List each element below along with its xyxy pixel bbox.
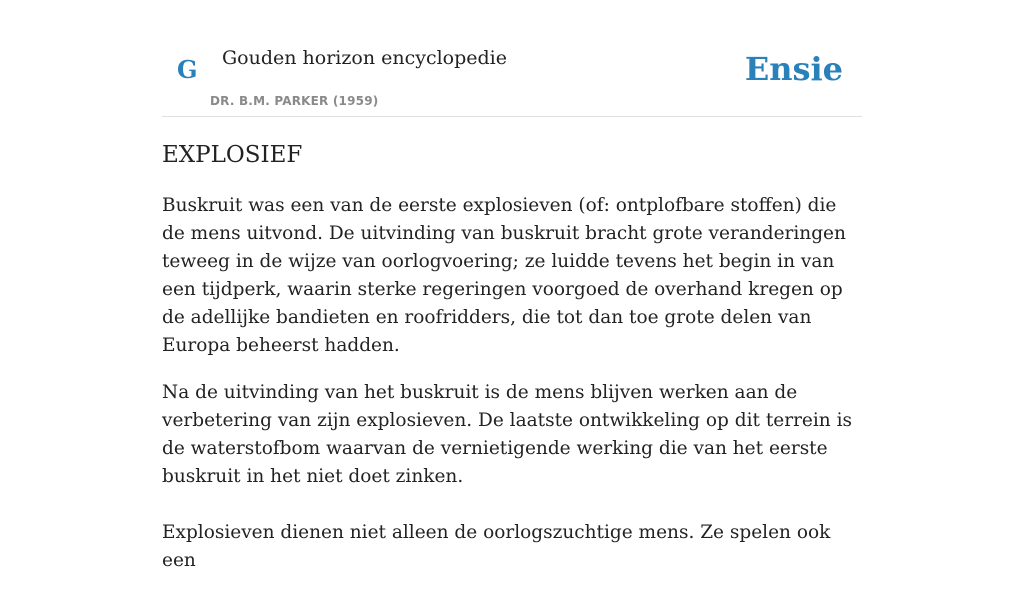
article-paragraph: Buskruit was een van de eerste explosieven (of: ontplofbare stoffen) die de mens uitvond. De uitvinding van buskruit bracht grote veranderingen teweeg in de wijze van oorlogvoering; ze luidde tevens het begin in van een tijdperk, waarin sterke regeringen voorgoed de overhand kregen op de adellijke bandieten en roofridders, die tot dan toe grote delen van Europa beheerst hadden. [162, 195, 846, 356]
article-body [162, 192, 862, 594]
book-author: DR. B.M. PARKER (1959) [210, 94, 379, 108]
book-title-link[interactable]: Gouden horizon encyclopedie [222, 47, 507, 69]
ensie-logo[interactable]: Ensie [744, 50, 843, 88]
article-paragraph: Explosieven dienen niet alleen de oorlogszuchtige mens. Ze spelen ook een [162, 522, 831, 571]
book-header [162, 0, 862, 117]
article-paragraph: Na de uitvinding van het buskruit is de mens blijven werken aan de verbetering van zijn explosieven. De laatste ontwikkeling op dit terrein is de waterstofbom waarvan de vernietigende werking die van het eerste buskruit in het niet doet zinken. [162, 382, 852, 487]
book-letter-icon[interactable]: G [177, 55, 198, 84]
article-title: EXPLOSIEF [162, 142, 303, 168]
